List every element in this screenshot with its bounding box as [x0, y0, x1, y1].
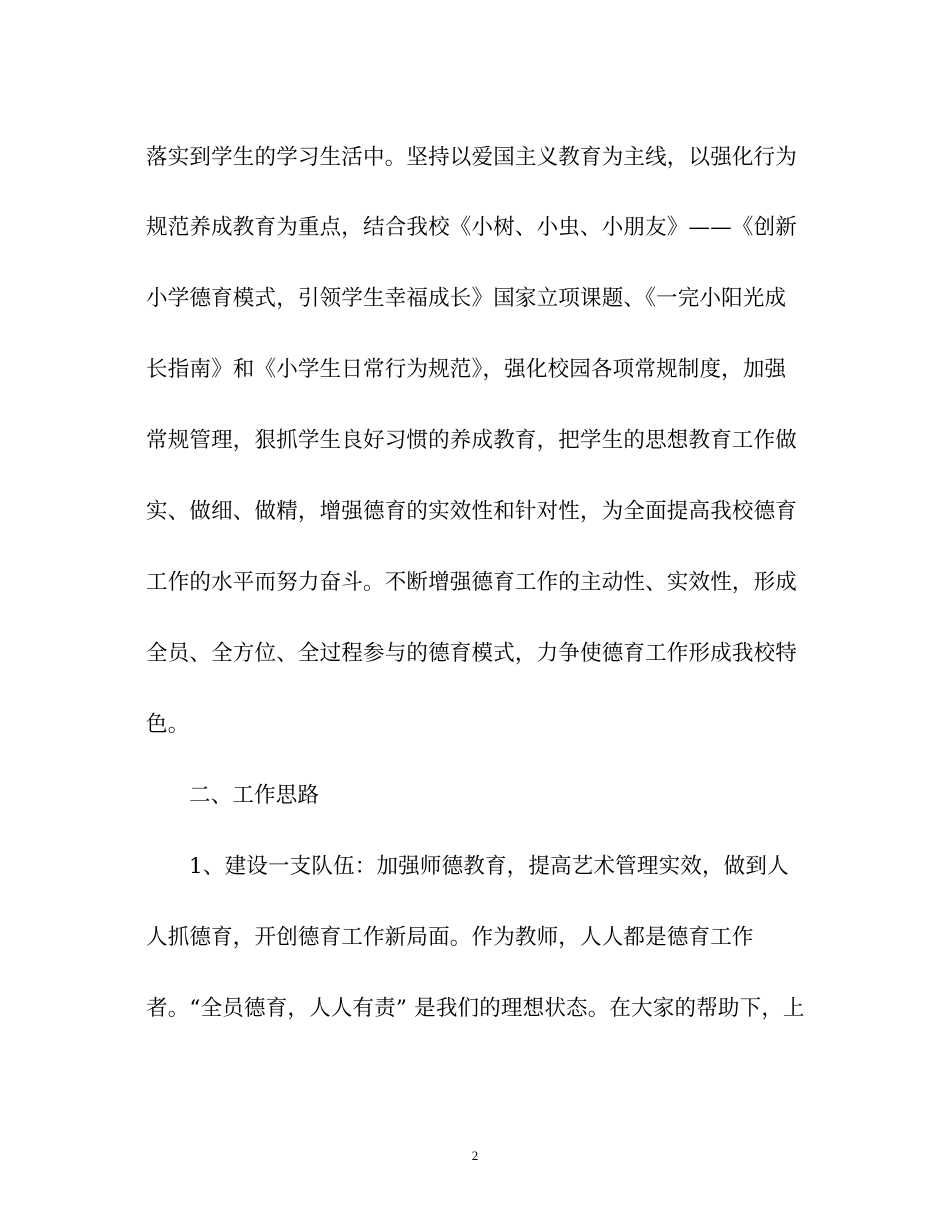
paragraph-line: 长指南》和《小学生日常行为规范》，强化校园各项常规制度，加强: [146, 357, 787, 382]
paragraph-line: 人抓德育，开创德育工作新局面。作为教师，人人都是德育工作: [146, 925, 754, 950]
page-number: 2: [471, 1148, 479, 1163]
paragraph-line: 者。“全员德育，人人有责” 是我们的理想状态。在大家的帮助下，上: [146, 996, 805, 1021]
paragraph-line: 工作的水平而努力奋斗。不断增强德育工作的主动性、实效性，形成: [146, 570, 798, 595]
paragraph-line: 规范养成教育为重点，结合我校《小树、小虫、小朋友》——《创新: [146, 215, 798, 240]
paragraph-line: 1、建设一支队伍：加强师德教育，提高艺术管理实效，做到人: [189, 854, 789, 879]
paragraph-line: 色。: [146, 712, 190, 737]
paragraph-line: 实、做细、做精，增强德育的实效性和针对性，为全面提高我校德育: [146, 499, 798, 524]
paragraph-line: 全员、全方位、全过程参与的德育模式，力争使德育工作形成我校特: [146, 641, 798, 666]
paragraph-line: 常规管理，狠抓学生良好习惯的养成教育，把学生的思想教育工作做: [146, 428, 798, 453]
section-heading: 二、工作思路: [189, 783, 320, 808]
paragraph-line: 小学德育模式，引领学生幸福成长》国家立项课题、《一完小阳光成: [146, 286, 787, 311]
paragraph-line: 落实到学生的学习生活中。坚持以爱国主义教育为主线，以强化行为: [146, 145, 798, 170]
